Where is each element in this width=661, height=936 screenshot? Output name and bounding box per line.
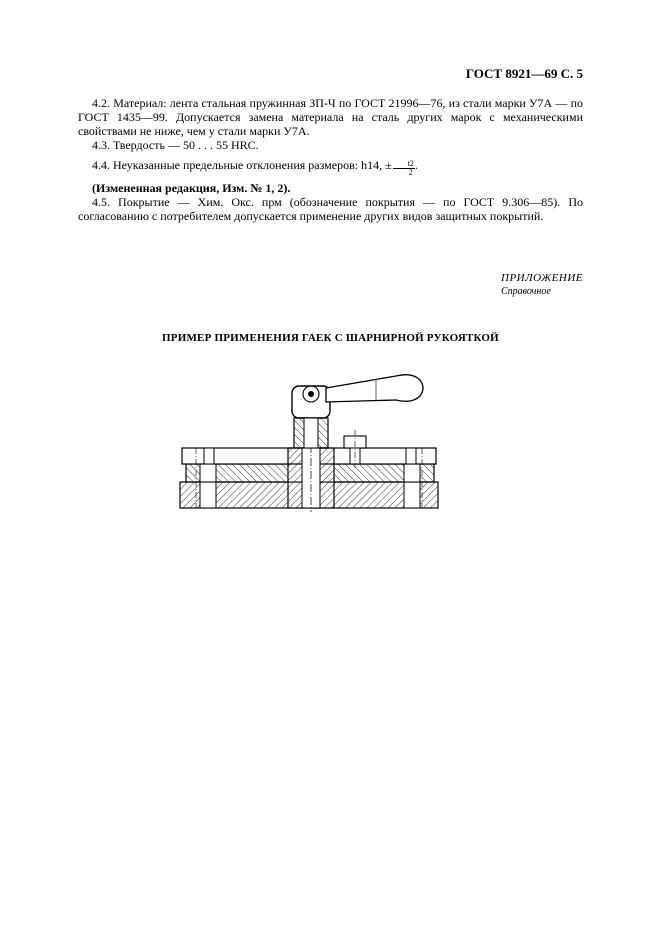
handle-lever bbox=[326, 375, 423, 402]
amendment-note: (Измененная редакция, Изм. № 1, 2). bbox=[92, 181, 291, 195]
appendix-label bbox=[501, 272, 583, 297]
technical-drawing bbox=[176, 366, 442, 518]
body-text bbox=[78, 96, 583, 223]
fraction-numerator: t2 bbox=[393, 160, 415, 169]
fraction-denominator: 2 bbox=[408, 168, 413, 177]
tolerance-fraction bbox=[393, 160, 415, 177]
paragraph-4-3: 4.3. Твердость — 50 . . . 55 HRC. bbox=[92, 138, 259, 152]
paragraph-4-2: 4.2. Материал: лента стальная пружинная ЗП-Ч по ГОСТ 21996—76, из стали марки У7А — по ГОСТ 1435—99. Допускается замена материала на сталь других марок с механическими свойствами не ниже, чем у стали марки У7А. bbox=[78, 96, 583, 138]
paragraph-4-4 bbox=[78, 158, 583, 177]
appendix-title: ПРИЛОЖЕНИЕ bbox=[501, 272, 583, 284]
paragraph-4-5: 4.5. Покрытие — Хим. Окс. прм (обозначение покрытия — по ГОСТ 9.306—85). По согласованию с потребителем допускается применение других видов защитных покрытий. bbox=[78, 195, 583, 223]
hinged-nut bbox=[292, 386, 330, 448]
figure-title: ПРИМЕР ПРИМЕНЕНИЯ ГАЕК С ШАРНИРНОЙ РУКОЯТКОЙ bbox=[162, 332, 499, 344]
appendix-subtitle: Справочное bbox=[501, 286, 551, 297]
document-header: ГОСТ 8921—69 С. 5 bbox=[465, 66, 583, 81]
paragraph-4-4-end: . bbox=[414, 158, 418, 172]
paragraph-4-4-text: 4.4. Неуказанные предельные отклонения размеров: h14, ± bbox=[92, 158, 392, 172]
